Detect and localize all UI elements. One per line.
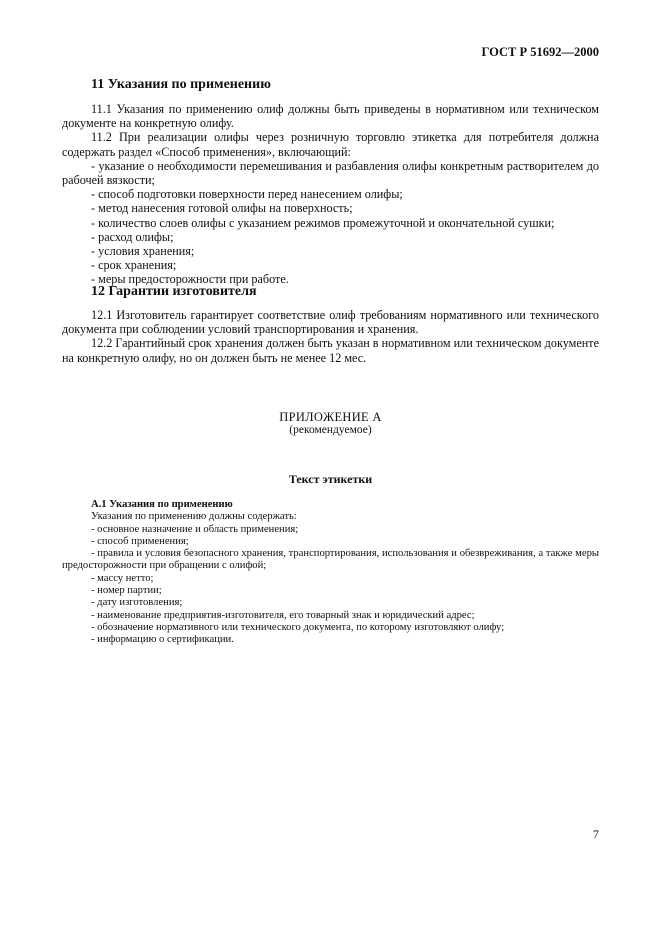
section-11-body: [62, 102, 599, 287]
section-12-body: [62, 308, 599, 365]
list-item: - срок хранения;: [91, 258, 177, 273]
list-item: - количество слоев олифы с указанием режимов промежуточной и окончательной сушки;: [91, 215, 555, 230]
list-item: - номер партии;: [91, 585, 162, 597]
section-11-title: 11 Указания по применению: [91, 77, 271, 92]
list-item: - массу нетто;: [91, 572, 154, 584]
list-item: - правила и условия безопасного хранения, транспортирования, использования и обезвреживания, а также меры предосторожности при обращении с олифой;: [62, 548, 599, 572]
list-item: - способ подготовки поверхности перед нанесением олифы;: [91, 187, 403, 202]
paragraph-12-2: 12.2 Гарантийный срок хранения должен быть указан в нормативном или техническом документе на конкретную олифу, но он должен быть не менее 12 мес.: [62, 336, 600, 365]
page-number: 7: [593, 827, 599, 841]
appendix-a1-body: [62, 499, 599, 647]
appendix-subtitle: (рекомендуемое): [289, 424, 372, 436]
list-item: - наименование предприятия-изготовителя, его товарный знак и юридический адрес;: [91, 609, 475, 621]
appendix-title: ПРИЛОЖЕНИЕ А: [279, 410, 382, 424]
label-text-heading: Текст этикетки: [288, 472, 373, 486]
a1-title: А.1 Указания по применению: [91, 499, 233, 510]
paragraph-11-1: 11.1 Указания по применению олиф должны быть приведены в нормативном или техническом документе на конкретную олифу.: [62, 102, 599, 131]
paragraph-11-2: 11.2 При реализации олифы через розничную торговлю этикетка для потребителя должна содержать раздел «Способ применения», включающий:: [62, 130, 599, 159]
list-item: - указание о необходимости перемешивания и разбавления олифы конкретным растворителем до рабочей вязкости;: [62, 158, 599, 188]
list-item: - информацию о сертификации.: [91, 634, 234, 646]
list-item: - меры предосторожности при работе.: [91, 272, 289, 287]
paragraph-12-1: 12.1 Изготовитель гарантирует соответствие олиф требованиям нормативного или технического документа при соблюдении условий транспортирования и хранения.: [62, 308, 599, 337]
a1-intro: Указания по применению должны содержать:: [91, 511, 297, 523]
list-item: - метод нанесения готовой олифы на поверхность;: [91, 201, 353, 216]
list-item: - способ применения;: [91, 535, 189, 547]
list-item: - дату изготовления;: [91, 597, 183, 609]
list-item: - условия хранения;: [91, 244, 195, 259]
list-item: - основное назначение и область применения;: [91, 523, 299, 535]
list-item: - обозначение нормативного или технического документа, по которому изготовляют олифу;: [91, 621, 505, 633]
list-item: - расход олифы;: [91, 229, 174, 244]
section-12-title: 12 Гарантии изготовителя: [91, 284, 257, 299]
document-id: ГОСТ Р 51692—2000: [481, 45, 599, 59]
